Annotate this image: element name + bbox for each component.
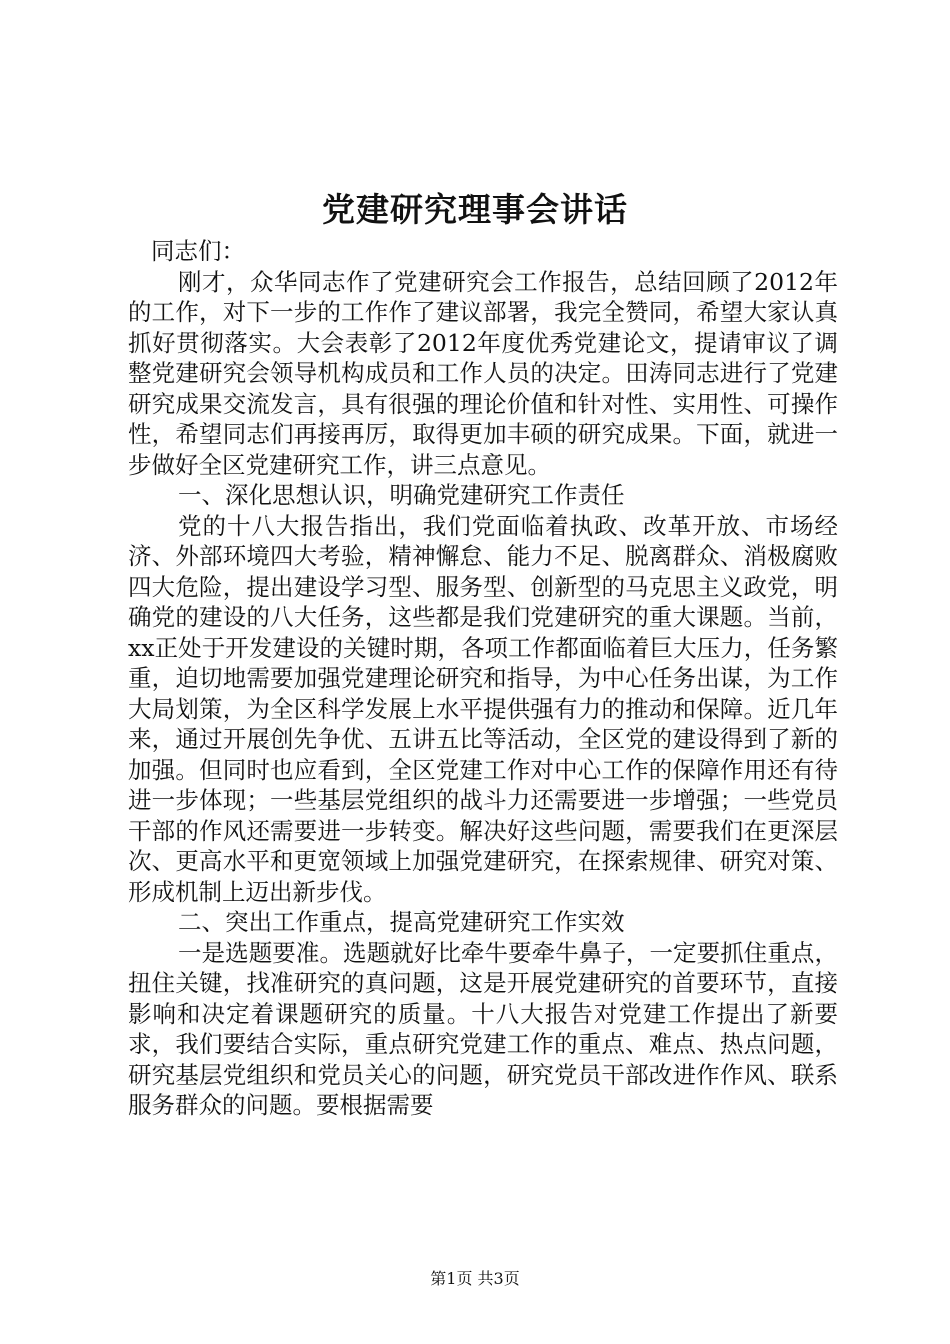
page-footer: 第1页 共3页 [430,1269,520,1288]
section-heading-2: 二、突出工作重点，提高党建研究工作实效 [178,908,625,936]
paragraph-section-1: 党的十八大报告指出，我们党面临着执政、改革开放、市场经济、外部环境四大考验，精神懈怠、能力不足、脱离群众、消极腐败四大危险，提出建设学习型、服务型、创新型的马克思主义政党，明确党的建设的八大任务，这些都是我们党建研究的重大课题。当前，xx正处于开发建设的关键时期，各项工作都面临着巨大压力，任务繁重，迫切地需要加强党建理论研究和指导，为中心任务出谋，为工作大局划策，为全区科学发展上水平提供强有力的推动和保障。近几年来，通过开展创先争优、五讲五比等活动，全区党的建设得到了新的加强。但同时也应看到，全区党建工作对中心工作的保障作用还有待进一步体现；一些基层党组织的战斗力还需要进一步增强；一些党员干部的作风还需要进一步转变。解决好这些问题，需要我们在更深层次、更高水平和更宽领域上加强党建研究，在探索规律、研究对策、形成机制上迈出新步伐。 [128,511,838,906]
salutation: 同志们： [151,237,245,265]
section-heading-1: 一、深化思想认识，明确党建研究工作责任 [178,481,625,509]
document-body [128,236,838,1121]
paragraph-section-2: 一是选题要准。选题就好比牵牛要牵牛鼻子，一定要抓住重点，扭住关键，找准研究的真问题，这是开展党建研究的首要环节，直接影响和决定着课题研究的质量。十八大报告对党建工作提出了新要求，我们要结合实际，重点研究党建工作的重点、难点、热点问题，研究基层党组织和党员关心的问题，研究党员干部改进作作风、联系服务群众的问题。要根据需要 [128,938,838,1119]
document-title: 党建研究理事会讲话 [322,190,628,229]
paragraph-intro: 刚才，众华同志作了党建研究会工作报告，总结回顾了2012年的工作，对下一步的工作作了建议部署，我完全赞同，希望大家认真抓好贯彻落实。大会表彰了2012年度优秀党建论文，提请审议了调整党建研究会领导机构成员和工作人员的决定。田涛同志进行了党建研究成果交流发言，具有很强的理论价值和针对性、实用性、可操作性，希望同志们再接再厉，取得更加丰硕的研究成果。下面，就进一步做好全区党建研究工作，讲三点意见。 [128,267,838,479]
